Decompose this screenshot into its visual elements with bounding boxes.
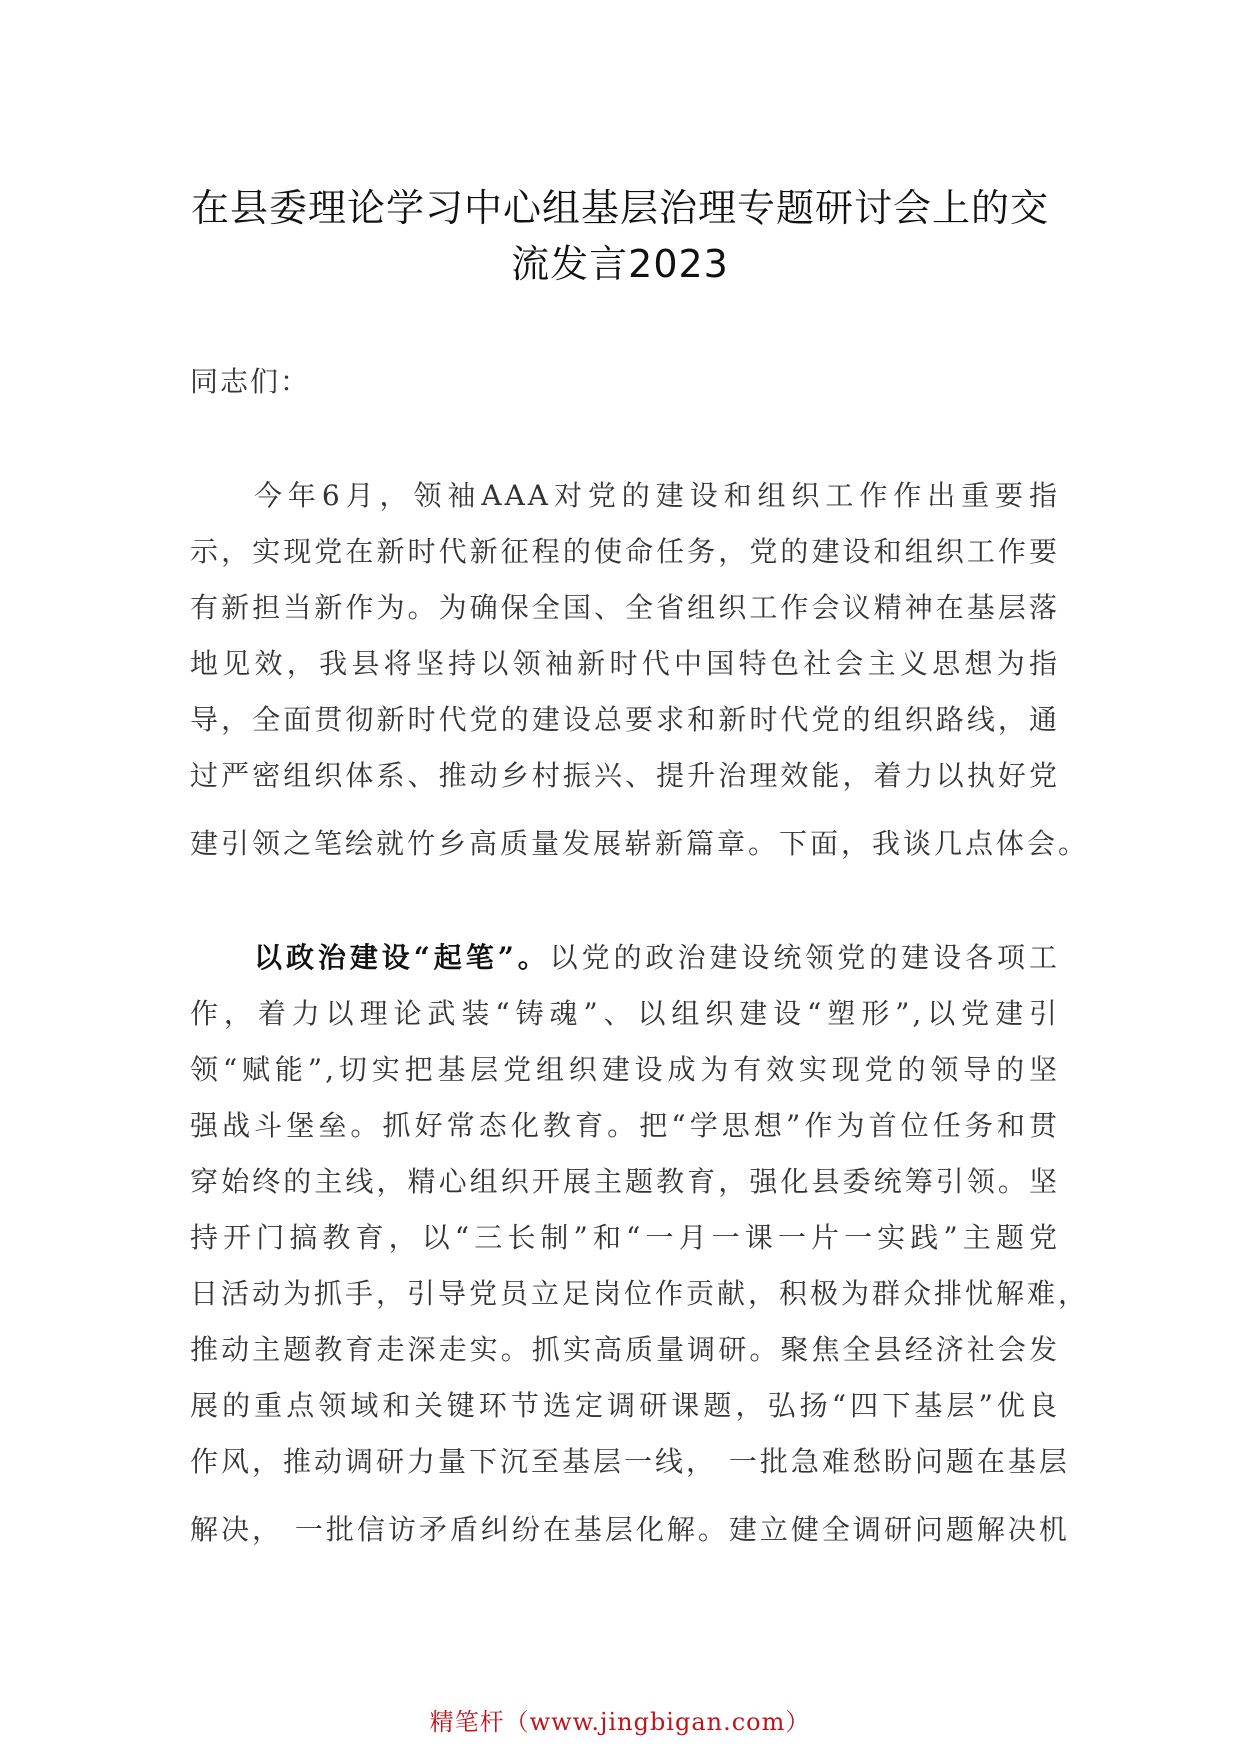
paragraph-line: 展的重点领域和关键环节选定调研课题，弘扬“四下基层”优良 [190,1389,1060,1422]
paragraph-political-construction [190,930,1090,1558]
paragraph-line: 解决， 一批信访矛盾纠纷在基层化解。建立健全调研问题解决机 [190,1513,1070,1546]
paragraph-line: 过严密组织体系、推动乡村振兴、提升治理效能，着力以执好党 [190,759,1060,792]
paragraph-first-line [190,930,1060,986]
paragraph-intro [190,468,1090,872]
paragraph-line: 示，实现党在新时代新征程的使命任务，党的建设和组织工作要 [190,535,1060,568]
paragraph-line: 作风，推动调研力量下沉至基层一线， 一批急难愁盼问题在基层 [190,1445,1070,1478]
paragraph-line: 强战斗堡垒。抓好常态化教育。把“学思想”作为首位任务和贯 [190,1109,1060,1142]
salutation: 同志们： [190,365,311,398]
paragraph-line: 建引领之笔绘就竹乡高质量发展崭新篇章。下面，我谈几点体会。 [190,827,1090,860]
paragraph-line: 穿始终的主线，精心组织开展主题教育，强化县委统筹引领。坚 [190,1165,1060,1198]
title-line-2: 流发言2023 [511,242,729,286]
paragraph-line: 导，全面贯彻新时代党的建设总要求和新时代党的组织路线，通 [190,703,1060,736]
footer-watermark-link[interactable]: 精笔杆（www.jingbigan.com） [429,1708,811,1736]
paragraph-line: 日活动为抓手，引导党员立足岗位作贡献，积极为群众排忧解难， [190,1277,1090,1310]
paragraph-line: 持开门搞教育，以“三长制”和“一月一课一片一实践”主题党 [190,1221,1060,1254]
section-heading: 以政治建设“起笔”。 [254,941,550,974]
paragraph-line: 作，着力以理论武装“铸魂”、以组织建设“塑形”,以党建引 [190,997,1060,1030]
paragraph-line: 推动主题教育走深走实。抓实高质量调研。聚焦全县经济社会发 [190,1333,1060,1366]
title-line-1: 在县委理论学习中心组基层治理专题研讨会上的交 [190,186,1049,230]
document-title [160,180,1080,292]
paragraph-line: 地见效，我县将坚持以领袖新时代中国特色社会主义思想为指 [190,647,1060,680]
paragraph-line: 今年6月，领袖AAA对党的建设和组织工作作出重要指 [254,479,1060,512]
paragraph-line: 有新担当新作为。为确保全国、全省组织工作会议精神在基层落 [190,591,1060,624]
paragraph-line-rest: 以党的政治建设统领党的建设各项工 [549,941,1060,974]
paragraph-line: 领“赋能”,切实把基层党组织建设成为有效实现党的领导的坚 [190,1053,1060,1086]
